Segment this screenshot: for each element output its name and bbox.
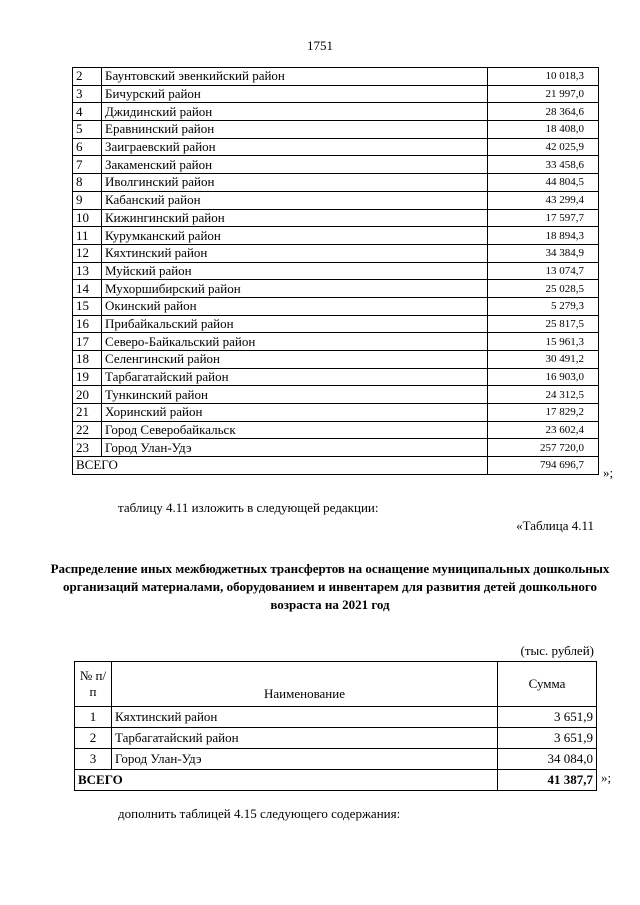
row-name: Бичурский район <box>102 85 488 103</box>
row-name: Прибайкальский район <box>102 315 488 333</box>
row-number: 7 <box>73 156 102 174</box>
row-name: Иволгинский район <box>102 174 488 192</box>
table-row <box>73 333 599 351</box>
table-row <box>73 421 599 439</box>
row-number: 3 <box>73 85 102 103</box>
table-header-row <box>75 662 597 707</box>
row-name: Кяхтинский район <box>102 244 488 262</box>
table-row <box>73 191 599 209</box>
row-value: 16 903,0 <box>488 368 599 386</box>
row-name: Муйский район <box>102 262 488 280</box>
row-value: 30 491,2 <box>488 351 599 369</box>
row-number: 6 <box>73 138 102 156</box>
table-row <box>73 68 599 86</box>
row-number: 22 <box>73 421 102 439</box>
row-number: 13 <box>73 262 102 280</box>
row-value: 17 597,7 <box>488 209 599 227</box>
table-row <box>73 227 599 245</box>
row-value: 3 651,9 <box>498 728 597 749</box>
row-number: 9 <box>73 191 102 209</box>
row-number: 16 <box>73 315 102 333</box>
row-number: 14 <box>73 280 102 298</box>
units-label: (тыс. рублей) <box>520 643 594 658</box>
row-value: 5 279,3 <box>488 297 599 315</box>
row-number: 21 <box>73 404 102 422</box>
row-value: 13 074,7 <box>488 262 599 280</box>
row-value: 34 384,9 <box>488 244 599 262</box>
table-row <box>73 209 599 227</box>
table-row <box>73 404 599 422</box>
table-row <box>73 315 599 333</box>
row-number: 3 <box>75 749 112 770</box>
table-row <box>73 156 599 174</box>
row-name: Мухоршибирский район <box>102 280 488 298</box>
table-row <box>73 244 599 262</box>
table-row <box>73 351 599 369</box>
row-name: Заиграевский район <box>102 138 488 156</box>
row-value: 257 720,0 <box>488 439 599 457</box>
header-name: Наименование <box>112 662 498 707</box>
row-name: Баунтовский эвенкийский район <box>102 68 488 86</box>
row-value: 25 028,5 <box>488 280 599 298</box>
row-value: 24 312,5 <box>488 386 599 404</box>
row-number: 2 <box>75 728 112 749</box>
total-row <box>75 770 597 791</box>
table-closing-quote: »; <box>603 465 614 480</box>
row-number: 5 <box>73 121 102 139</box>
table-row <box>73 121 599 139</box>
row-name: Кяхтинский район <box>112 707 498 728</box>
table-row <box>73 174 599 192</box>
row-number: 23 <box>73 439 102 457</box>
row-name: Город Северобайкальск <box>102 421 488 439</box>
row-value: 17 829,2 <box>488 404 599 422</box>
row-name: Кижингинский район <box>102 209 488 227</box>
amendment-instruction: таблицу 4.11 изложить в следующей редакции: <box>118 500 379 515</box>
table-closing-quote: »; <box>601 770 612 785</box>
row-name: Окинский район <box>102 297 488 315</box>
row-number: 1 <box>75 707 112 728</box>
table-row <box>73 138 599 156</box>
row-name: Еравнинский район <box>102 121 488 139</box>
total-row <box>73 457 599 475</box>
transfers-table <box>74 661 597 791</box>
row-name: Хоринский район <box>102 404 488 422</box>
table-row <box>73 103 599 121</box>
row-number: 19 <box>73 368 102 386</box>
row-name: Северо-Байкальский район <box>102 333 488 351</box>
total-value: 41 387,7 <box>498 770 597 791</box>
row-number: 10 <box>73 209 102 227</box>
table-heading: Распределение иных межбюджетных трансфертов на оснащение муниципальных дошкольных организаций материалами, оборудованием и инвентарем для развития детей дошкольного возраста на 2021 год <box>50 561 610 612</box>
table-row <box>73 368 599 386</box>
row-value: 23 602,4 <box>488 421 599 439</box>
row-number: 15 <box>73 297 102 315</box>
row-number: 17 <box>73 333 102 351</box>
row-value: 3 651,9 <box>498 707 597 728</box>
total-label: ВСЕГО <box>75 770 498 791</box>
table-row <box>73 280 599 298</box>
header-sum: Сумма <box>498 662 597 707</box>
page-number: 1751 <box>307 38 333 53</box>
row-value: 33 458,6 <box>488 156 599 174</box>
row-number: 8 <box>73 174 102 192</box>
row-name: Тарбагатайский район <box>112 728 498 749</box>
row-value: 21 997,0 <box>488 85 599 103</box>
row-number: 2 <box>73 68 102 86</box>
row-value: 43 299,4 <box>488 191 599 209</box>
total-label: ВСЕГО <box>73 457 488 475</box>
row-value: 25 817,5 <box>488 315 599 333</box>
table-row <box>73 85 599 103</box>
table-row <box>73 386 599 404</box>
table-row <box>73 297 599 315</box>
row-value: 18 894,3 <box>488 227 599 245</box>
row-name: Город Улан-Удэ <box>102 439 488 457</box>
amendment-instruction: дополнить таблицей 4.15 следующего содержания: <box>118 806 401 821</box>
row-name: Тарбагатайский район <box>102 368 488 386</box>
row-number: 4 <box>73 103 102 121</box>
row-number: 12 <box>73 244 102 262</box>
table-row <box>73 439 599 457</box>
row-number: 20 <box>73 386 102 404</box>
row-value: 28 364,6 <box>488 103 599 121</box>
table-row <box>75 749 597 770</box>
header-number: № п/п <box>75 662 112 707</box>
row-name: Курумканский район <box>102 227 488 245</box>
row-name: Город Улан-Удэ <box>112 749 498 770</box>
row-name: Кабанский район <box>102 191 488 209</box>
row-name: Селенгинский район <box>102 351 488 369</box>
row-value: 34 084,0 <box>498 749 597 770</box>
row-name: Тункинский район <box>102 386 488 404</box>
row-value: 10 018,3 <box>488 68 599 86</box>
row-number: 11 <box>73 227 102 245</box>
table-row <box>75 728 597 749</box>
row-value: 15 961,3 <box>488 333 599 351</box>
row-value: 44 804,5 <box>488 174 599 192</box>
row-name: Закаменский район <box>102 156 488 174</box>
table-row <box>75 707 597 728</box>
total-value: 794 696,7 <box>488 457 599 475</box>
row-number: 18 <box>73 351 102 369</box>
district-allocation-table-continued <box>72 67 599 475</box>
row-value: 18 408,0 <box>488 121 599 139</box>
row-value: 42 025,9 <box>488 138 599 156</box>
table-row <box>73 262 599 280</box>
row-name: Джидинский район <box>102 103 488 121</box>
table-caption: «Таблица 4.11 <box>516 518 594 533</box>
